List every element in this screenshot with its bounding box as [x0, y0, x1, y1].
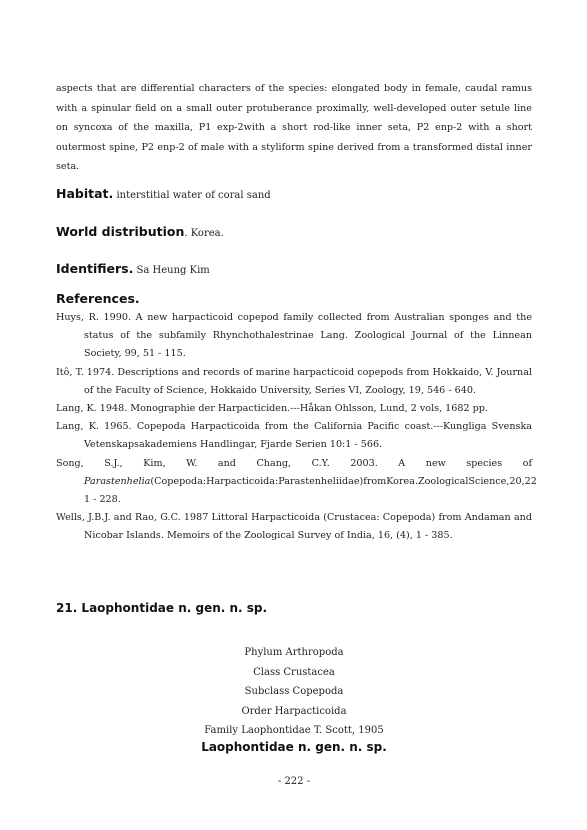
- taxonomy-family: Family Laophontidae T. Scott, 1905: [204, 725, 384, 737]
- habitat-label: Habitat.: [56, 186, 114, 201]
- references-heading: References.: [56, 291, 140, 306]
- reference-text: Huys, R. 1990. A new harpacticoid copepod family collected from Australian sponges and the status of the subfamily Rhynchothalestrinae Lang. Zoological Journal of the Linnean Society, 99, 51 - 115.: [56, 312, 532, 360]
- world-distribution-field: [56, 224, 224, 239]
- identifiers-label: Identifiers.: [56, 261, 134, 276]
- reference-item: [56, 455, 537, 510]
- identifiers-value: Sa Heung Kim: [133, 265, 210, 276]
- intro-paragraph: aspects that are differential characters of the species: elongated body in female, caudal ramus with a spinular field on a small outer protuberance proximally, well-developed outer setule line on syncoxa of the maxilla, P1 exp-2with a short rod-like inner seta, P2 enp-2 with a short outermost spine, P2 enp-2 of male with a styliform spine derived from a transformed distal inner seta.: [56, 83, 532, 173]
- reference-text: Song, S.J., Kim, W. and Chang, C.Y. 2003. A new species of: [56, 457, 532, 469]
- reference-text-after: (Copepoda:Harpacticoida:Parastenheliidae)fromKorea.ZoologicalScience,20,22 1 - 228.: [84, 475, 537, 506]
- taxonomy-phylum: Phylum Arthropoda: [244, 647, 344, 658]
- reference-text: Wells, J.B.J. and Rao, G.C. 1987 Littoral Harpacticoida (Crustacea: Copepoda) from Andaman and Nicobar Islands. Memoirs of the Zoological Survey of India, 16, (4), 1 - 385.: [56, 512, 532, 542]
- page-number: - 222 -: [277, 776, 311, 787]
- reference-item: [56, 364, 532, 400]
- reference-item: [56, 309, 532, 364]
- taxon-name: Laophontidae n. gen. n. sp.: [201, 740, 387, 754]
- taxonomy-subclass: Subclass Copepoda: [244, 686, 344, 698]
- habitat-value: interstitial water of coral sand: [113, 190, 271, 201]
- taxonomy-class: Class Crustacea: [253, 666, 335, 678]
- references-list: [56, 309, 537, 546]
- reference-italic-text: Parastenhelia: [84, 475, 151, 487]
- world-distribution-value: . Korea.: [184, 228, 224, 239]
- section-title: 21. Laophontidae n. gen. n. sp.: [56, 601, 268, 615]
- reference-item: [56, 509, 532, 545]
- reference-text: Lang, K. 1948. Monographie der Harpacticiden.---Håkan Ohlsson, Lund, 2 vols, 1682 pp.: [56, 403, 488, 415]
- reference-item: [56, 418, 532, 454]
- identifiers-field: [56, 261, 210, 276]
- reference-text: Lang, K. 1965. Copepoda Harpacticoida from the California Pacific coast.---Kungliga Svenska Vetenskapsakademiens Handlingar, Fjarde Serien 10:1 - 566.: [56, 421, 532, 451]
- reference-text: Itô, T. 1974. Descriptions and records of marine harpacticoid copepods from Hokkaido, V. Journal of the Faculty of Science, Hokkaido University, Series VI, Zoology, 19, 546 - 640.: [56, 366, 532, 396]
- taxonomy-order: Order Harpacticoida: [241, 705, 347, 717]
- taxonomy-list: [56, 643, 532, 741]
- habitat-field: [56, 186, 271, 201]
- world-distribution-label: World distribution: [56, 224, 185, 239]
- reference-item: [56, 400, 532, 418]
